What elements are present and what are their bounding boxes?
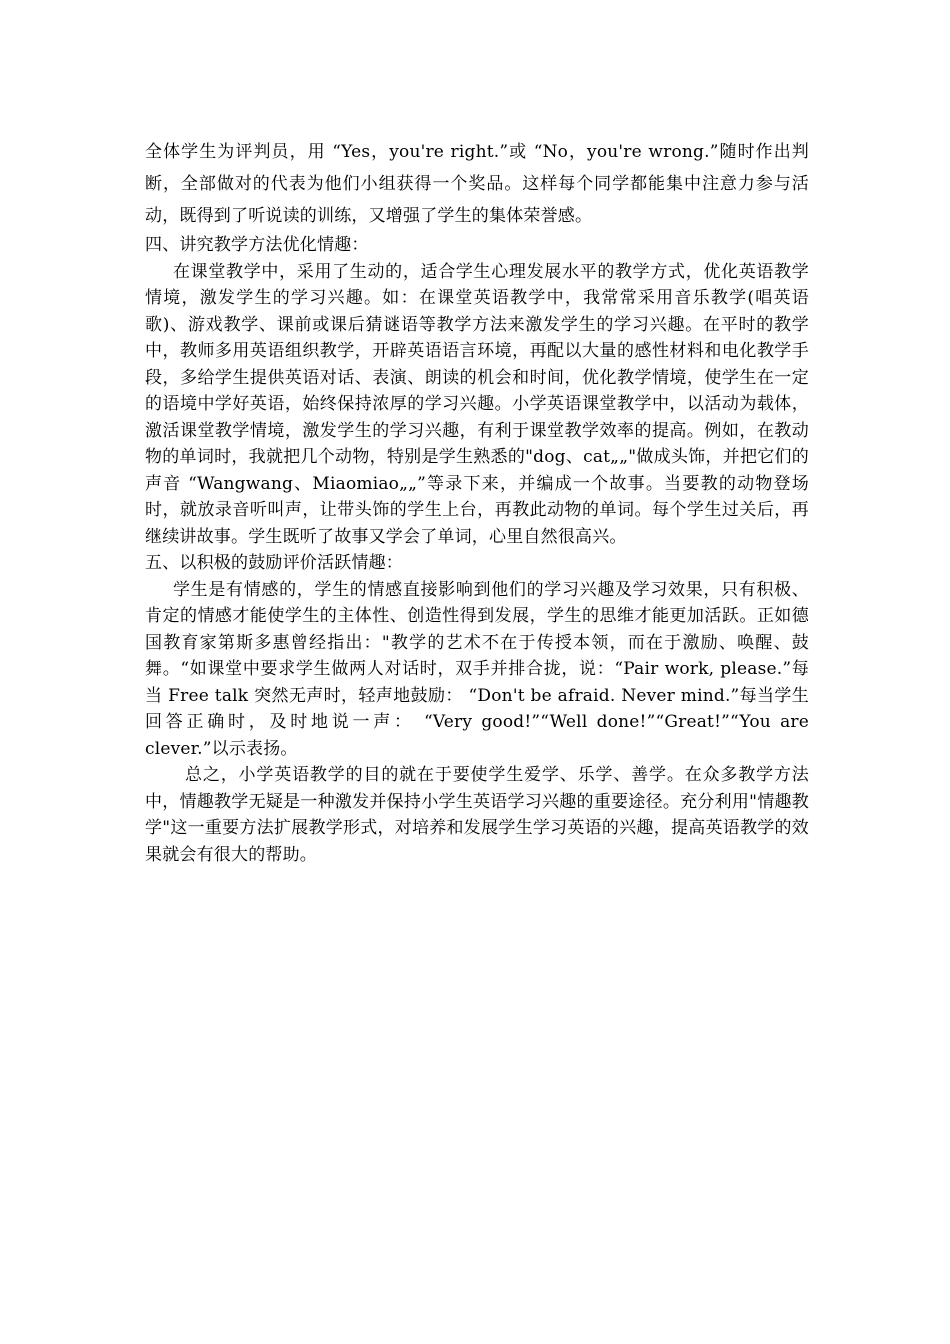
paragraph-teaching-methods: 在课堂教学中，采用了生动的，适合学生心理发展水平的教学方式，优化英语教学情境，激发学生的学习兴趣。如：在课堂英语教学中，我常常采用音乐教学(唱英语歌)、游戏教学、课前或课后猜谜语等教学方法来激发学生的学习兴趣。在平时的教学中，教师多用英语组织教学，开辟英语语言环境，再配以大量的感性材料和电化教学手段，多给学生提供英语对话、表演、朗读的机会和时间，优化教学情境，使学生在一定的语境中学好英语，始终保持浓厚的学习兴趣。小学英语课堂教学中，以活动为载体，激活课堂教学情境，激发学生的学习兴趣，有利于课堂教学效率的提高。例如，在教动物的单词时，我就把几个动物，特别是学生熟悉的"dog、cat„„"做成头饰，并把它们的声音 “Wangwang、Miaomiao„„”等录下来，并编成一个故事。当要教的动物登场时，就放录音听叫声，让带头饰的学生上台，再教此动物的单词。每个学生过关后，再继续讲故事。学生既听了故事又学会了单词，心里自然很高兴。 — [145, 261, 809, 547]
paragraph-intro: 全体学生为评判员，用 “Yes，you're right.”或 “No，you're wrong.”随时作出判断，全部做对的代表为他们小组获得一个奖品。这样每个同学都能集中注意力参与活动，既得到了听说读的训练，又增强了学生的集体荣誉感。 — [145, 142, 809, 226]
section-heading-4: 四、讲究教学方法优化情趣： — [145, 235, 369, 255]
section-heading-5: 五、以积极的鼓励评价活跃情趣： — [145, 553, 403, 573]
paragraph-conclusion: 总之，小学英语教学的目的就在于要使学生爱学、乐学、善学。在众多教学方法中，情趣教学无疑是一种激发并保持小学生英语学习兴趣的重要途径。充分利用"情趣教学"这一重要方法扩展教学形式，对培养和发展学生学习英语的兴趣，提高英语教学的效果就会有很大的帮助。 — [145, 765, 809, 865]
paragraph-encouragement: 学生是有情感的，学生的情感直接影响到他们的学习兴趣及学习效果，只有积极、肯定的情感才能使学生的主体性、创造性得到发展，学生的思维才能更加活跃。正如德国教育家第斯多惠曾经指出："教学的艺术不在于传授本领，而在于激励、唤醒、鼓舞。“如课堂中要求学生做两人对话时，双手并排合拢，说：“Pair work, please.”每当 Free talk 突然无声时，轻声地鼓励： “Don't be afraid. Never mind.”每当学生回答正确时，及时地说一声： “Very good!”“Well done!”“Great!”“You are clever.”以示表扬。 — [145, 579, 809, 759]
document-page — [145, 136, 809, 868]
